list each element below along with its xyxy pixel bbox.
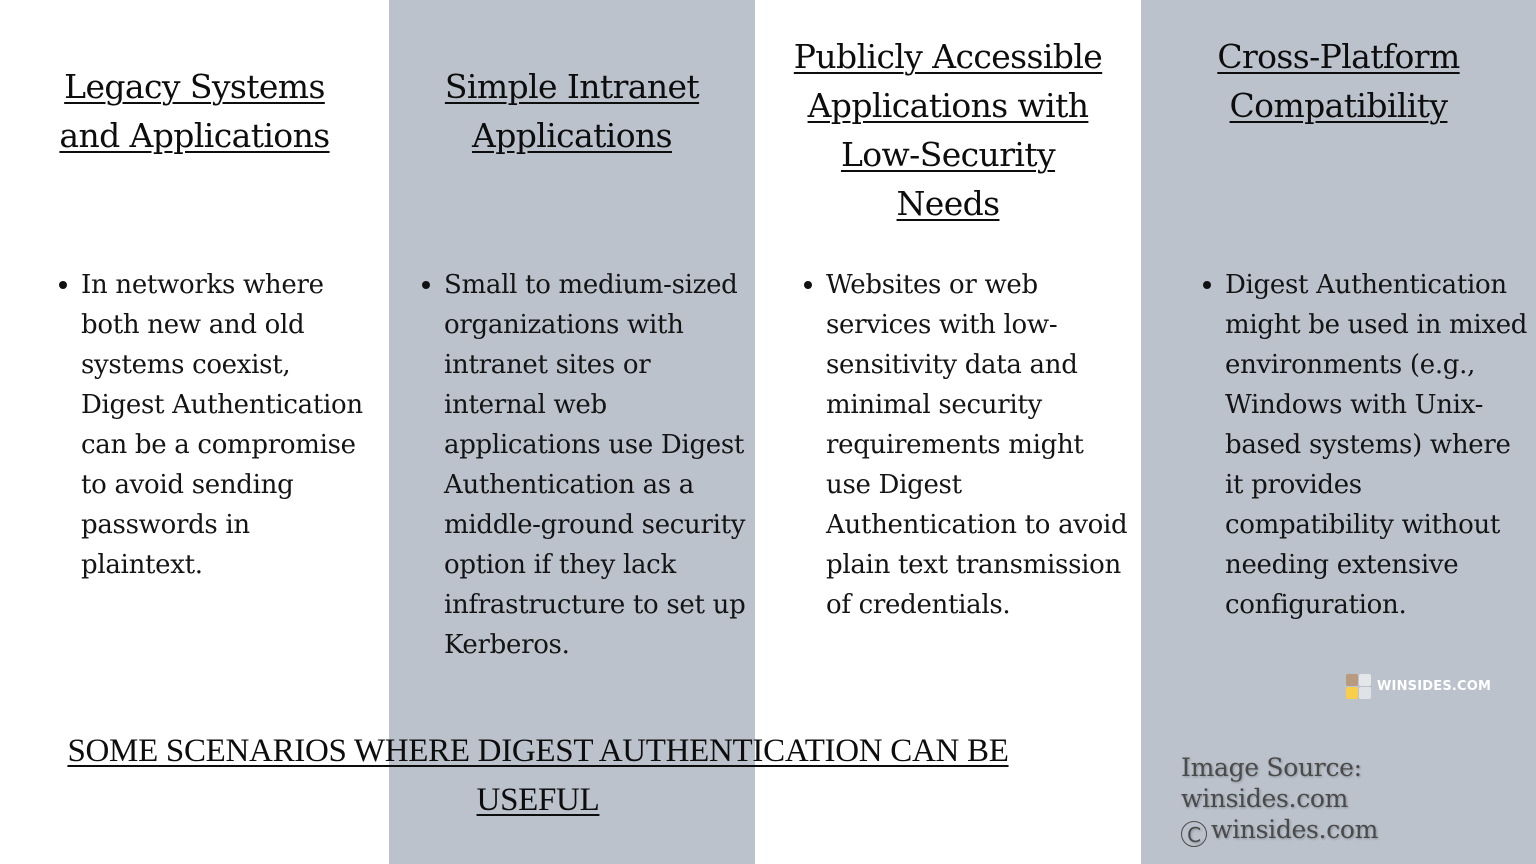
- copyright-icon: C: [1181, 821, 1207, 847]
- column-title: Legacy Systems and Applications: [59, 67, 330, 155]
- winsides-logo-icon: [1346, 674, 1371, 699]
- copyright-text: winsides.com: [1211, 815, 1379, 844]
- column-title: Cross-Platform Compatibility: [1217, 37, 1460, 125]
- column-body: [800, 265, 1130, 625]
- scenario-column-cross-platform: [1141, 0, 1536, 700]
- column-body: [1199, 265, 1536, 625]
- column-body: [418, 265, 753, 665]
- column-body: [55, 265, 375, 585]
- scenario-column-intranet: [389, 0, 755, 700]
- logo-text: WINSIDES.COM: [1377, 679, 1492, 694]
- bullet-item: In networks where both new and old systems coexist, Digest Authentication can be a compromise to avoid sending passwords in plaintext.: [81, 265, 375, 585]
- image-source: [1181, 752, 1536, 847]
- column-title: Publicly Accessible Applications with Low-Security Needs: [793, 37, 1103, 223]
- source-line: Image Source: winsides.com: [1181, 753, 1362, 813]
- scenario-column-legacy: [0, 0, 389, 700]
- bullet-item: Websites or web services with low-sensitivity data and minimal security requirements might use Digest Authentication to avoid plain text transmission of credentials.: [826, 265, 1130, 625]
- copyright-line: [1181, 814, 1536, 847]
- column-title: Simple Intranet Applications: [444, 67, 700, 155]
- bullet-item: Digest Authentication might be used in mixed environments (e.g., Windows with Unix-based systems) where it provides compatibility without needing extensive configuration.: [1225, 265, 1536, 625]
- winsides-logo: [1346, 674, 1491, 699]
- page-title: SOME SCENARIOS WHERE DIGEST AUTHENTICATION CAN BE USEFUL: [67, 733, 1009, 818]
- scenario-column-public: [755, 0, 1141, 700]
- bullet-item: Small to medium-sized organizations with intranet sites or internal web applications use Digest Authentication as a middle-ground security option if they lack infrastructure to set up Kerberos.: [444, 265, 753, 665]
